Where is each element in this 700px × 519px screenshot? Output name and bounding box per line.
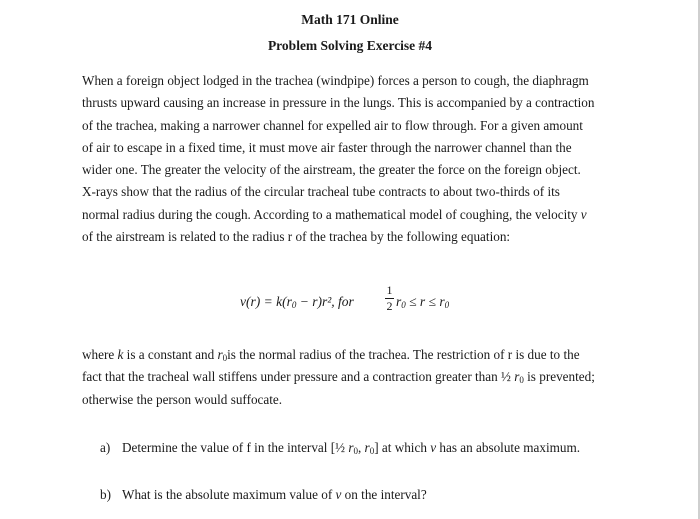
paragraph-line: fact that the tracheal wall stiffens under pressure and a contraction greater than ½ $r_0$ is prevented;: [82, 369, 595, 386]
velocity-symbol: v: [580, 206, 587, 222]
equation-relation: ≤ r ≤ r: [405, 294, 445, 309]
equation-subscript: 0: [291, 300, 297, 310]
question-b: b) What is the absolute maximum value of v on the interval?: [100, 487, 427, 502]
paragraph-line: wider one. The greater the velocity of the airstream, the greater the force on the foreign object.: [82, 162, 581, 178]
question-a: a) Determine the value of f in the interval [½ $r_0$, $r_0$] at which v has an absolute maximum.: [100, 440, 581, 456]
paragraph-line: of the trachea, making a narrower channel for expelled air to flow through. For a given amount: [82, 117, 583, 133]
document-title: Math 171 Online: [301, 12, 399, 27]
paragraph-line: of air to escape in a fixed time, it must move air faster through the narrower channel than the: [82, 139, 572, 155]
question-label: a): [100, 440, 111, 455]
question-label: b): [100, 487, 111, 502]
paragraph-line: otherwise the person would suffocate.: [82, 391, 283, 407]
document-subtitle: Problem Solving Exercise #4: [267, 38, 433, 53]
equation-subscript: 0: [401, 300, 406, 310]
equation-subscript: 0: [444, 300, 450, 310]
equation-lhs: v(r) = k(r: [240, 294, 292, 309]
paragraph-line: When a foreign object lodged in the trachea (windpipe) forces a person to cough, the diaphragm: [82, 73, 589, 88]
paragraph-line: where k is a constant and $r_0is$ the normal radius of the trachea. The restriction of r is due to the: [82, 347, 580, 363]
fraction-numerator: 1: [386, 283, 393, 297]
paragraph-line: thrusts upward causing an increase in pressure in the lungs. This is accompanied by a contraction: [82, 95, 595, 111]
fraction-denominator: 2: [386, 299, 393, 313]
equation-fraction: [385, 284, 394, 313]
equation-mid: − r)r², for: [296, 294, 354, 309]
equation-r0: r: [396, 294, 402, 309]
paragraph-line: of the airstream is related to the radius r of the trachea by the following equation:: [82, 229, 511, 245]
intro-paragraph: [82, 70, 642, 248]
paragraph-line: X-rays show that the radius of the circular tracheal tube contracts to about two-thirds of its: [82, 184, 560, 200]
explanation-paragraph: [82, 344, 642, 411]
paragraph-line: normal radius during the cough. According to a mathematical model of coughing, the velocity v: [82, 206, 587, 222]
